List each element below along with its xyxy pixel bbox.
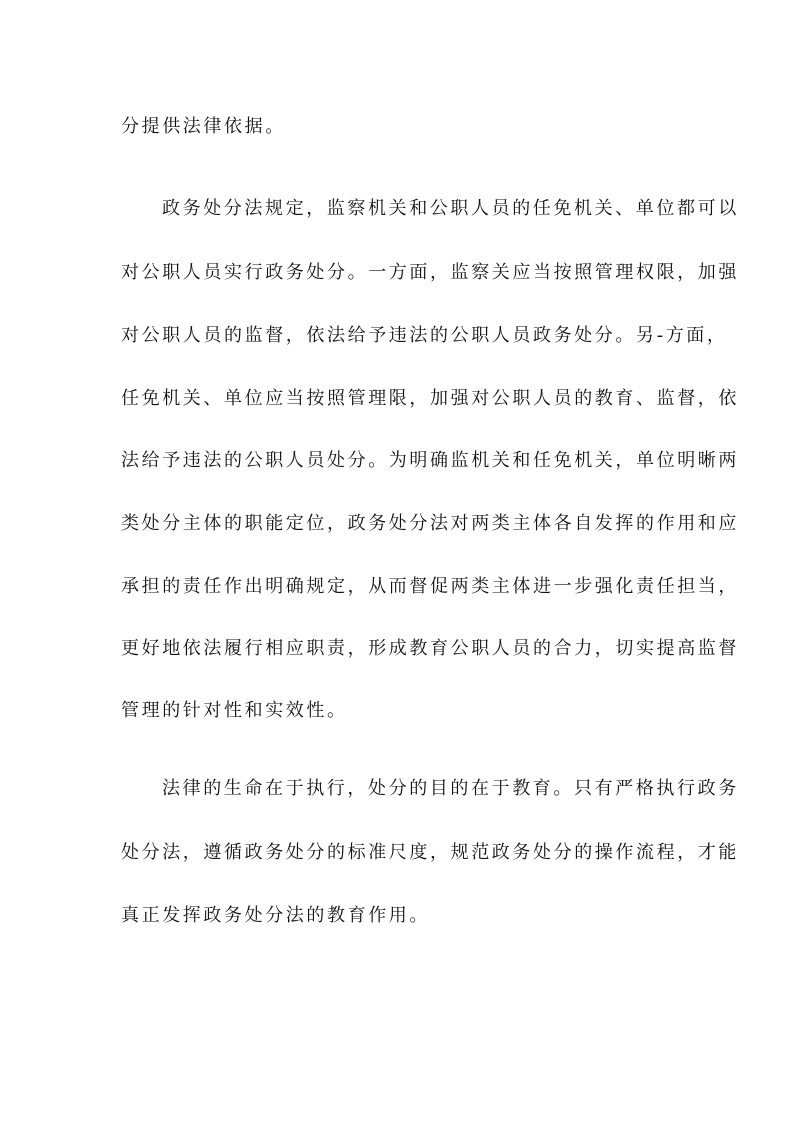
paragraph-1-line-1: 分提供法律依据。 bbox=[121, 116, 286, 137]
paragraph-2-line-4: 任免机关、单位应当按照管理限，加强对公职人员的教育、监督，依 bbox=[121, 388, 739, 409]
paragraph-2-line-3: 对公职人员的监督，依法给予违法的公职人员政务处分。另-方面， bbox=[121, 325, 728, 346]
paragraph-2-line-9: 管理的针对性和实效性。 bbox=[121, 700, 348, 721]
paragraph-2-line-8: 更好地依法履行相应职责，形成教育公职人员的合力，切实提高监督 bbox=[121, 638, 739, 659]
paragraph-2-line-5: 法给予违法的公职人员处分。为明确监机关和任免机关，单位明晰两 bbox=[121, 450, 739, 471]
paragraph-3-line-1: 法律的生命在于执行，处分的目的在于教育。只有严格执行政务 bbox=[162, 778, 739, 799]
paragraph-3-line-2: 处分法，遵循政务处分的标准尺度，规范政务处分的操作流程，才能 bbox=[121, 842, 739, 863]
paragraph-2-line-1: 政务处分法规定，监察机关和公职人员的任免机关、单位都可以 bbox=[162, 198, 739, 219]
paragraph-2-line-2: 对公职人员实行政务处分。一方面，监察关应当按照管理权限，加强 bbox=[121, 262, 739, 283]
paragraph-3-line-3: 真正发挥政务处分法的教育作用。 bbox=[121, 905, 430, 926]
paragraph-2-line-7: 承担的责任作出明确规定，从而督促两类主体进一步强化责任担当， bbox=[121, 576, 739, 597]
paragraph-2-line-6: 类处分主体的职能定位，政务处分法对两类主体各自发挥的作用和应 bbox=[121, 513, 739, 534]
